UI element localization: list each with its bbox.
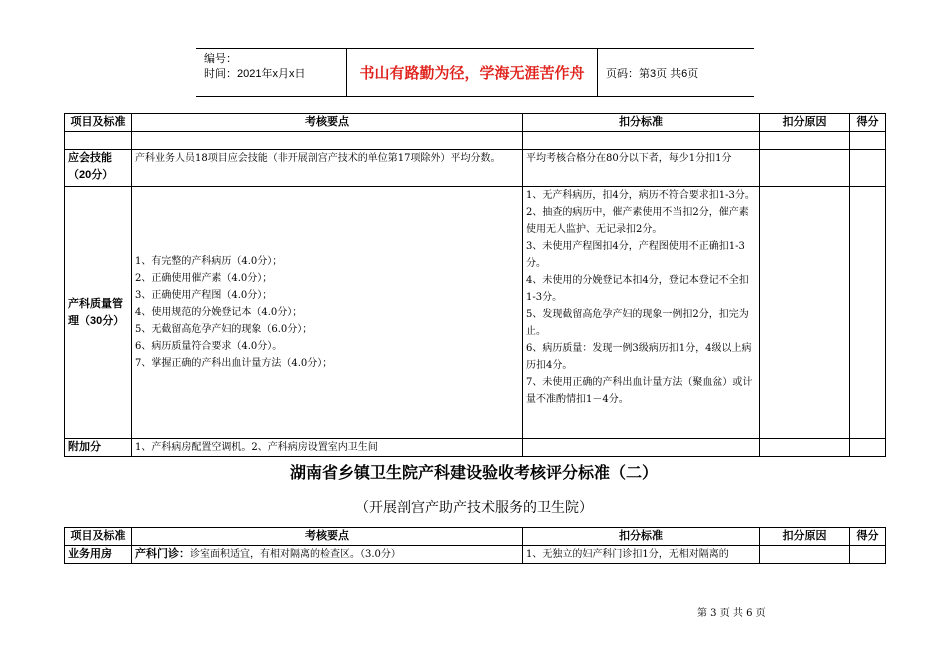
deduction-quality: [523, 187, 760, 439]
points-quality-6: 6、病历质量符合要求（4.0分）。: [135, 341, 283, 352]
deduction-quality-1: 1、无产科病历，扣4分，病历不符合要求扣1-3分。: [526, 190, 755, 201]
points-skills: 产科业务人员18项目应会技能（非开展剖宫产技术的单位第17项除外）平均分数。: [132, 150, 523, 187]
col-header-points: 考核要点: [132, 114, 523, 132]
document-date: 时间：2021年x月x日: [204, 68, 306, 80]
deduction-quality-3: 3、未使用产程图扣4分，产程图使用不正确扣1-3分。: [526, 241, 745, 269]
table-row-extra: [65, 439, 886, 457]
col-header-reason: 扣分原因: [760, 114, 850, 132]
assessment-table-1: [64, 113, 886, 457]
points-facilities: [132, 546, 523, 564]
section-subtitle: （开展剖宫产助产技术服务的卫生院）: [355, 500, 593, 516]
item-facilities: 业务用房: [65, 546, 132, 564]
reason-cell: [760, 150, 850, 187]
col-header-score: 得分: [850, 528, 886, 546]
table-row-skills: [65, 150, 886, 187]
points-extra: 1、产科病房配置空调机。2、产科病房设置室内卫生间: [132, 439, 523, 457]
deduction-quality-4: 4、未使用的分娩登记本扣4分，登记本登记不全扣1-3分。: [526, 275, 749, 303]
col-header-item: 项目及标准: [65, 114, 132, 132]
deduction-quality-6: 6、病历质量：发现一例3级病历扣1分，4级以上病历扣4分。: [526, 343, 752, 371]
points-facilities-text: 诊室面积适宜，有相对隔离的检查区。（3.0分）: [190, 549, 401, 560]
col-header-score: 得分: [850, 114, 886, 132]
page-header: [196, 48, 754, 97]
points-facilities-label: 产科门诊：: [135, 548, 190, 560]
table-row-facilities: [65, 546, 886, 564]
item-skills: 应会技能（20分）: [65, 150, 132, 187]
points-quality-3: 3、正确使用产程图（4.0分）；: [135, 290, 273, 301]
points-quality: [132, 187, 523, 439]
deduction-quality-7: 7、未使用正确的产科出血计量方法（聚血盆）或计量不准酌情扣1－4分。: [526, 377, 753, 405]
points-quality-7: 7、掌握正确的产科出血计量方法（4.0分）；: [135, 358, 333, 369]
col-header-deduction: 扣分标准: [523, 528, 760, 546]
header-info: [204, 52, 344, 82]
document-number-label: 编号：: [204, 53, 237, 65]
col-header-deduction: 扣分标准: [523, 114, 760, 132]
table-row-quality: [65, 187, 886, 439]
deduction-skills: 平均考核合格分在80分以下者，每少1分扣1分: [523, 150, 760, 187]
header-motto: 书山有路勤为径，学海无涯苦作舟: [346, 49, 598, 96]
score-cell: [850, 187, 886, 439]
item-extra: 附加分: [65, 439, 132, 457]
assessment-table-2: [64, 527, 886, 564]
table-row-empty: [65, 132, 886, 150]
deduction-quality-5: 5、发现截留高危孕产妇的现象一例扣2分，扣完为止。: [526, 309, 749, 337]
page-footer: 第 3 页 共 6 页: [697, 608, 766, 619]
deduction-facilities: 1、无独立的妇产科门诊扣1分，无相对隔离的: [523, 546, 760, 564]
points-quality-5: 5、无截留高危孕产妇的现象（6.0分）；: [135, 324, 313, 335]
reason-cell: [760, 187, 850, 439]
points-quality-1: 1、有完整的产科病历（4.0分）；: [135, 256, 283, 267]
table-header-row: [65, 528, 886, 546]
table-header-row: [65, 114, 886, 132]
col-header-reason: 扣分原因: [760, 528, 850, 546]
points-quality-4: 4、使用规范的分娩登记本（4.0分）；: [135, 307, 303, 318]
score-cell: [850, 150, 886, 187]
points-quality-2: 2、正确使用催产素（4.0分）；: [135, 273, 273, 284]
col-header-points: 考核要点: [132, 528, 523, 546]
section-title: 湖南省乡镇卫生院产科建设验收考核评分标准（二）: [289, 463, 658, 482]
deduction-quality-2: 2、抽查的病历中，催产素使用不当扣2分，催产素使用无人监护、无记录扣2分。: [526, 207, 749, 235]
col-header-item: 项目及标准: [65, 528, 132, 546]
header-page-label: 页码：第3页 共6页: [606, 67, 699, 80]
item-quality: 产科质量管理（30分）: [65, 187, 132, 439]
